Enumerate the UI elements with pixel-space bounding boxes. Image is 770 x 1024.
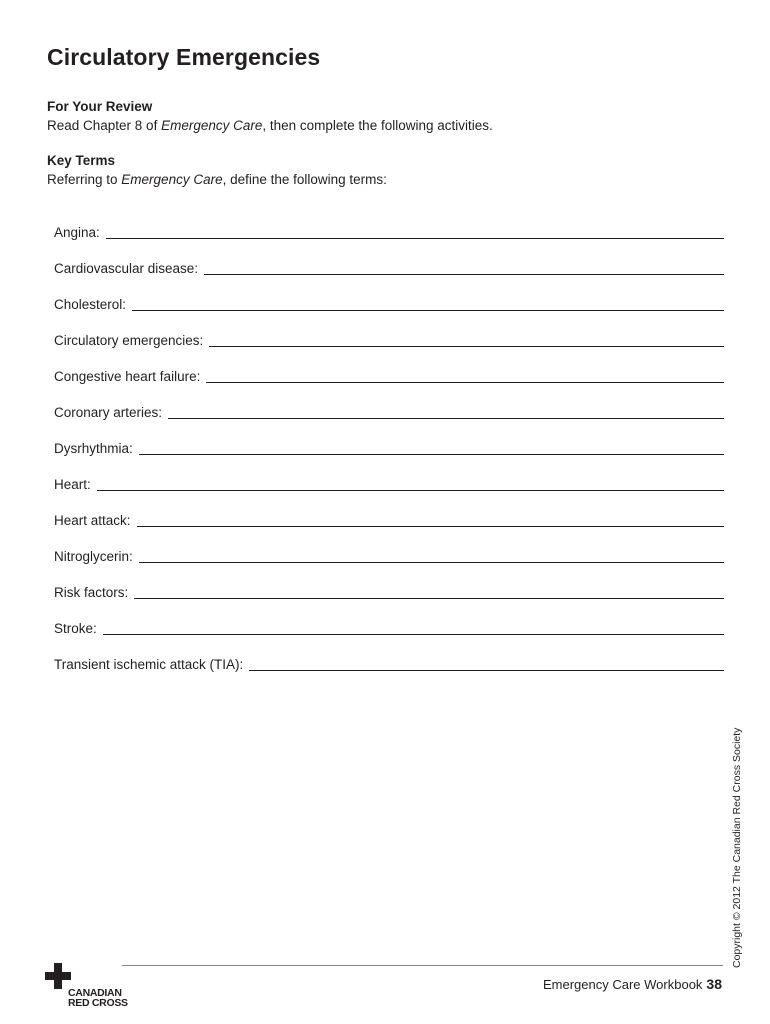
key-terms-instructions [47, 172, 387, 187]
term-row [54, 278, 724, 314]
term-label: Heart attack: [54, 513, 131, 528]
term-row [54, 566, 724, 602]
term-label: Transient ischemic attack (TIA): [54, 657, 244, 672]
answer-line[interactable] [97, 489, 724, 491]
term-row [54, 350, 724, 386]
term-label: Circulatory emergencies: [54, 333, 204, 348]
term-row [54, 206, 724, 242]
footer [543, 976, 722, 992]
key-terms-book-title: Emergency Care [121, 172, 223, 187]
term-label: Cardiovascular disease: [54, 261, 199, 276]
page-number: 38 [706, 976, 722, 992]
answer-line[interactable] [168, 417, 724, 419]
logo-wordmark [68, 988, 128, 1008]
term-label: Coronary arteries: [54, 405, 163, 420]
review-heading: For Your Review [47, 99, 153, 114]
answer-line[interactable] [206, 381, 724, 383]
term-label: Cholesterol: [54, 297, 127, 312]
term-row [54, 386, 724, 422]
term-label: Stroke: [54, 621, 97, 636]
key-terms-text-start: Referring to [47, 172, 122, 187]
term-row [54, 458, 724, 494]
copyright-notice: Copyright © 2012 The Canadian Red Cross Society [731, 727, 743, 968]
term-label: Congestive heart failure: [54, 369, 201, 384]
logo-line-1: CANADIAN [68, 987, 122, 999]
answer-line[interactable] [106, 237, 724, 239]
answer-line[interactable] [209, 345, 724, 347]
review-text-end: , then complete the following activities. [262, 118, 493, 133]
term-row [54, 530, 724, 566]
footer-divider [122, 965, 723, 966]
term-row [54, 314, 724, 350]
term-row [54, 242, 724, 278]
term-row [54, 494, 724, 530]
answer-line[interactable] [134, 597, 724, 599]
review-text-start: Read Chapter 8 of [47, 118, 162, 133]
term-label: Heart: [54, 477, 91, 492]
logo-line-2: RED CROSS [68, 997, 128, 1009]
term-label: Risk factors: [54, 585, 129, 600]
book-title: Emergency Care Workbook [542, 977, 703, 992]
term-row [54, 638, 724, 674]
answer-line[interactable] [204, 273, 724, 275]
key-terms-text-end: , define the following terms: [222, 172, 387, 187]
term-row [54, 422, 724, 458]
answer-line[interactable] [249, 669, 724, 671]
answer-line[interactable] [139, 453, 724, 455]
terms-list [54, 206, 724, 674]
term-label: Angina: [54, 225, 100, 240]
answer-line[interactable] [103, 633, 724, 635]
page-title: Circulatory Emergencies [47, 44, 321, 70]
key-terms-heading: Key Terms [47, 153, 116, 168]
review-instructions [47, 118, 493, 133]
term-label: Nitroglycerin: [54, 549, 133, 564]
review-book-title: Emergency Care [161, 118, 263, 133]
term-label: Dysrhythmia: [54, 441, 133, 456]
answer-line[interactable] [132, 309, 724, 311]
term-row [54, 602, 724, 638]
answer-line[interactable] [139, 561, 724, 563]
answer-line[interactable] [137, 525, 724, 527]
